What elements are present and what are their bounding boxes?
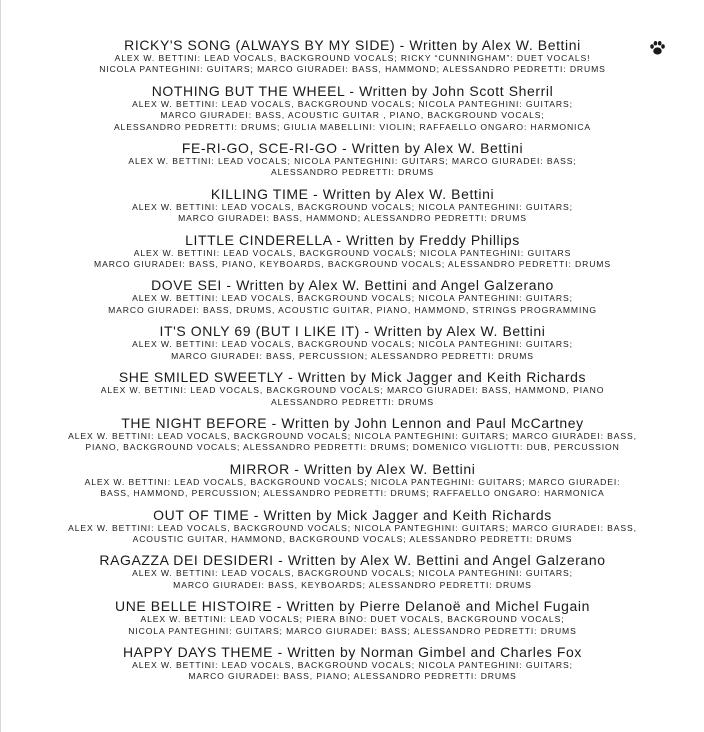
songwriter-credit: Written by Alex W. Bettini: [304, 460, 476, 477]
track-entry: [1, 507, 704, 546]
personnel-credits: [9, 53, 696, 76]
track-heading: [9, 415, 696, 431]
personnel-credits: [9, 660, 696, 683]
track-heading: [9, 461, 696, 477]
personnel-line: BASS, HAMMOND, PERCUSSION; ALESSANDRO PEDRETTI: DRUMS; RAFFAELLO ONGARO: HARMONICA: [100, 488, 605, 499]
songwriter-credit: Written by Alex W. Bettini: [322, 185, 495, 202]
title-separator: -: [272, 598, 287, 615]
personnel-line: ALEX W. BETTINI: LEAD VOCALS, BACKGROUND VOCALS; NICOLA PANTEGHINI: GUITARS;: [132, 98, 573, 109]
personnel-line: ALESSANDRO PEDRETTI: DRUMS: [270, 167, 435, 178]
title-separator: -: [308, 185, 323, 202]
personnel-credits: [9, 248, 696, 271]
personnel-credits: [9, 568, 696, 591]
personnel-line: ALEX W. BETTINI: LEAD VOCALS, BACKGROUND VOCALS; NICOLA PANTEGHINI: GUITARS: [133, 247, 572, 258]
track-title: LITTLE CINDERELLA: [185, 231, 332, 248]
track-entry: [1, 83, 704, 133]
personnel-line: MARCO GIURADEI: BASS, PERCUSSION; ALESSANDRO PEDRETTI: DRUMS: [171, 350, 534, 361]
track-title: THE NIGHT BEFORE: [121, 414, 268, 431]
track-entry: [1, 186, 704, 225]
songwriter-credit: Written by Alex W. Bettini and Angel Galzerano: [236, 277, 554, 294]
track-title: FE-RI-GO, SCE-RI-GO: [181, 140, 338, 157]
track-entry: [1, 323, 704, 362]
track-title: RAGAZZA DEI DESIDERI: [99, 552, 274, 569]
personnel-line: MARCO GIURADEI: BASS, PIANO, KEYBOARDS, BACKGROUND VOCALS; ALESSANDRO PEDRETTI: DRUMS: [94, 259, 611, 270]
songwriter-credit: Written by Alex W. Bettini: [374, 323, 546, 340]
songwriter-credit: Written by Mick Jagger and Keith Richards: [263, 506, 552, 523]
personnel-credits: [9, 431, 696, 454]
track-heading: [9, 186, 696, 202]
personnel-credits: [9, 156, 696, 179]
title-separator: -: [221, 277, 237, 294]
track-heading: [9, 232, 696, 248]
personnel-credits: [9, 339, 696, 362]
personnel-line: NICOLA PANTEGHINI: GUITARS; MARCO GIURADEI: BASS, HAMMOND; ALESSANDRO PEDRETTI: DRUMS: [99, 64, 606, 75]
personnel-line: NICOLA PANTEGHINI: GUITARS; MARCO GIURADEI: BASS; ALESSANDRO PEDRETTI: DRUMS: [128, 625, 577, 636]
track-heading: [9, 277, 696, 293]
title-separator: -: [337, 140, 352, 157]
personnel-line: ALEX W. BETTINI: LEAD VOCALS, BACKGROUND VOCALS; NICOLA PANTEGHINI: GUITARS;: [132, 339, 573, 350]
title-separator: -: [331, 231, 347, 248]
track-title: MIRROR: [229, 460, 290, 477]
title-separator: -: [273, 643, 288, 660]
track-title: OUT OF TIME: [153, 506, 250, 523]
track-entry: [1, 644, 704, 683]
track-heading: [9, 37, 696, 53]
track-heading: [9, 644, 696, 660]
title-separator: -: [289, 460, 305, 477]
personnel-line: ALEX W. BETTINI: LEAD VOCALS, BACKGROUND VOCALS; NICOLA PANTEGHINI: GUITARS;: [132, 293, 573, 304]
personnel-line: ALEX W. BETTINI: LEAD VOCALS, BACKGROUND VOCALS; NICOLA PANTEGHINI: GUITARS;: [132, 659, 573, 670]
track-entry: [1, 598, 704, 637]
personnel-line: MARCO GIURADEI: BASS, PIANO; ALESSANDRO PEDRETTI: DRUMS: [188, 671, 517, 682]
track-list: [1, 37, 704, 683]
songwriter-credit: Written by Alex W. Bettini and Angel Galzerano: [287, 552, 606, 569]
personnel-line: ALEX W. BETTINI: LEAD VOCALS, BACKGROUND VOCALS; NICOLA PANTEGHINI: GUITARS; MARCO GIURADEI: BASS,: [68, 430, 637, 441]
personnel-line: MARCO GIURADEI: BASS, KEYBOARDS; ALESSANDRO PEDRETTI: DRUMS: [173, 579, 532, 590]
personnel-credits: [9, 523, 696, 546]
track-entry: [1, 461, 704, 500]
track-title: HAPPY DAYS THEME: [122, 643, 274, 660]
track-heading: [9, 140, 696, 156]
personnel-credits: [9, 293, 696, 316]
personnel-line: ALEX W. BETTINI: LEAD VOCALS, BACKGROUND VOCALS; MARCO GIURADEI: BASS, HAMMOND, PIANO: [100, 385, 605, 396]
personnel-line: ALEX W. BETTINI: LEAD VOCALS, BACKGROUND VOCALS; NICOLA PANTEGHINI: GUITARS;: [132, 568, 573, 579]
track-title: IT'S ONLY 69 (BUT I LIKE IT): [159, 323, 360, 340]
personnel-line: MARCO GIURADEI: BASS, HAMMOND; ALESSANDRO PEDRETTI: DRUMS: [178, 213, 527, 224]
songwriter-credit: Written by Norman Gimbel and Charles Fox: [287, 643, 582, 660]
track-title: KILLING TIME: [210, 185, 309, 202]
title-separator: -: [267, 414, 282, 431]
songwriter-credit: Written by Pierre Delanoë and Michel Fugain: [286, 598, 590, 615]
title-separator: -: [283, 369, 298, 386]
track-entry: [1, 232, 704, 271]
track-entry: [1, 277, 704, 316]
personnel-line: ALEX W. BETTINI: LEAD VOCALS; PIERA BINO: DUET VOCALS, BACKGROUND VOCALS;: [140, 614, 565, 625]
personnel-credits: [9, 99, 696, 133]
personnel-line: ALEX W. BETTINI: LEAD VOCALS; NICOLA PANTEGHINI: GUITARS; MARCO GIURADEI: BASS;: [128, 156, 577, 167]
personnel-line: ACOUSTIC GUITAR, HAMMOND, BACKGROUND VOCALS; ALESSANDRO PEDRETTI: DRUMS: [132, 533, 573, 544]
track-entry: [1, 37, 704, 76]
track-heading: [9, 598, 696, 614]
personnel-line: MARCO GIURADEI: BASS, DRUMS, ACOUSTIC GUITAR, PIANO, HAMMOND, STRINGS PROGRAMMING: [108, 304, 597, 315]
personnel-credits: [9, 614, 696, 637]
songwriter-credit: Written by Alex W. Bettini: [409, 37, 581, 53]
personnel-credits: [9, 477, 696, 500]
track-title: NOTHING BUT THE WHEEL: [151, 82, 345, 99]
personnel-credits: [9, 202, 696, 225]
track-heading: [9, 369, 696, 385]
track-entry: [1, 552, 704, 591]
songwriter-credit: Written by Mick Jagger and Keith Richards: [297, 369, 587, 386]
track-title: SHE SMILED SWEETLY: [118, 369, 284, 386]
track-title: DOVE SEI: [151, 277, 222, 294]
personnel-line: ALEX W. BETTINI: LEAD VOCALS, BACKGROUND VOCALS; NICOLA PANTEGHINI: GUITARS;: [132, 201, 573, 212]
songwriter-credit: Written by John Scott Sherril: [359, 82, 554, 99]
track-title: UNE BELLE HISTOIRE: [115, 598, 273, 615]
track-title: RICKY'S SONG (ALWAYS BY MY SIDE): [124, 37, 396, 53]
songwriter-credit: Written by Freddy Phillips: [346, 231, 520, 248]
title-separator: -: [273, 552, 288, 569]
personnel-line: ALEX W. BETTINI: LEAD VOCALS, BACKGROUND VOCALS; NICOLA PANTEGHINI: GUITARS; MARCO GIURADEI:: [84, 476, 621, 487]
title-separator: -: [395, 37, 410, 53]
track-entry: [1, 415, 704, 454]
track-heading: [9, 323, 696, 339]
personnel-line: ALESSANDRO PEDRETTI: DRUMS; GIULIA MABELLINI: VIOLIN; RAFFAELLO ONGARO: HARMONICA: [113, 121, 592, 132]
personnel-credits: [9, 385, 696, 408]
songwriter-credit: Written by Alex W. Bettini: [351, 140, 524, 157]
songwriter-credit: Written by John Lennon and Paul McCartney: [281, 414, 584, 431]
title-separator: -: [249, 506, 264, 523]
personnel-line: ALESSANDRO PEDRETTI: DRUMS: [270, 396, 435, 407]
personnel-line: ALEX W. BETTINI: LEAD VOCALS, BACKGROUND VOCALS; RICKY “CUNNINGHAM”: DUET VOCALS!: [114, 53, 591, 63]
track-heading: [9, 552, 696, 568]
title-separator: -: [344, 82, 360, 99]
personnel-line: PIANO, BACKGROUND VOCALS; ALESSANDRO PEDRETTI: DRUMS; DOMENICO VIGLIOTTI: DUB, PERCUSSION: [85, 442, 620, 453]
track-heading: [9, 83, 696, 99]
title-separator: -: [359, 323, 375, 340]
track-entry: [1, 140, 704, 179]
personnel-line: ALEX W. BETTINI: LEAD VOCALS, BACKGROUND VOCALS; NICOLA PANTEGHINI: GUITARS; MARCO GIURADEI: BASS,: [68, 522, 637, 533]
track-entry: [1, 369, 704, 408]
personnel-line: MARCO GIURADEI: BASS, ACOUSTIC GUITAR , PIANO, BACKGROUND VOCALS;: [160, 110, 545, 121]
track-heading: [9, 507, 696, 523]
paw-print-icon: [649, 39, 666, 57]
